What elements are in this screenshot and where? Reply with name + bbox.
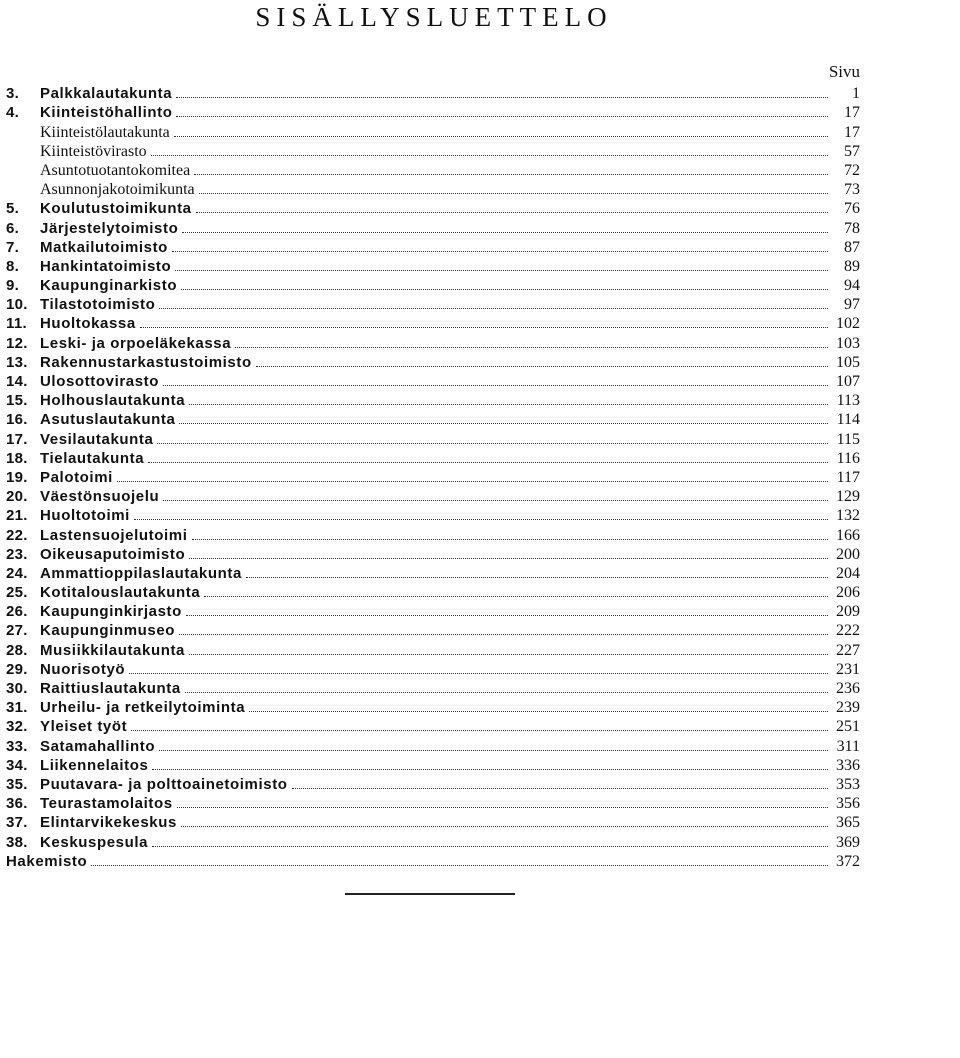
dot-leader: [151, 155, 828, 156]
toc-entry-number: 9.: [6, 277, 20, 295]
dot-leader: [235, 347, 828, 348]
dot-leader: [204, 596, 828, 597]
toc-entry: [6, 429, 860, 448]
toc-entry-label: Kaupunginkirjasto: [40, 603, 182, 621]
toc-entry: [6, 333, 860, 352]
toc-entry-label: Rakennustarkastustoimisto: [40, 353, 252, 371]
toc-entry-page-number: 353: [836, 775, 860, 793]
toc-entry-label: Hakemisto: [6, 852, 88, 870]
toc-entry-number: 11.: [6, 315, 27, 333]
toc-entry-number: 24.: [6, 564, 28, 582]
toc-entry: [6, 372, 860, 391]
toc-entry: [6, 468, 860, 487]
page-column-header: Sivu: [828, 62, 860, 81]
toc-entry-label: Musiikkilautakunta: [40, 641, 186, 659]
toc-entry-label: Elintarvikekeskus: [40, 814, 177, 832]
page-title: SISÄLLYSLUETTELO: [255, 2, 613, 32]
dot-leader: [152, 846, 828, 847]
toc-entry-number: 33.: [6, 737, 28, 755]
toc-entry-page-number: 107: [836, 373, 860, 390]
toc-entry-page-number: 114: [836, 411, 860, 429]
toc-entry: [6, 775, 860, 794]
toc-entry: [6, 852, 860, 871]
dot-leader: [179, 634, 828, 635]
dot-leader: [91, 865, 828, 866]
toc-entry: [6, 545, 860, 564]
toc-entry: [6, 353, 860, 372]
dot-leader: [176, 97, 828, 98]
toc-entry-label: Keskuspesula: [40, 833, 149, 851]
toc-entry-label: Kiinteistövirasto: [40, 142, 147, 160]
dot-leader: [177, 807, 828, 808]
dot-leader: [176, 116, 828, 117]
toc-entry-page-number: 72: [844, 161, 860, 179]
toc-entry-page-number: 116: [836, 449, 860, 467]
toc-entry-label: Satamahallinto: [40, 737, 156, 755]
toc-entry-page-number: 57: [844, 142, 860, 160]
dot-leader: [140, 327, 828, 328]
toc-entry-label: Teurastamolaitos: [40, 795, 173, 813]
toc-entry: [6, 832, 860, 851]
toc-entry: [6, 698, 860, 717]
toc-entry-number: 3.: [6, 85, 20, 103]
toc-entry-label: Urheilu- ja retkeilytoiminta: [40, 699, 246, 717]
dot-leader: [246, 577, 828, 578]
toc-entry-number: 5.: [6, 200, 20, 218]
toc-entry: [6, 564, 860, 583]
toc-entry-number: 35.: [6, 775, 28, 793]
dot-leader: [249, 711, 828, 712]
toc-entry: [6, 660, 860, 679]
table-of-contents: [6, 84, 860, 871]
toc-entry-number: 21.: [6, 507, 28, 525]
toc-entry-number: 20.: [6, 488, 28, 506]
toc-entry-number: 19.: [6, 468, 28, 486]
toc-entry-number: 31.: [6, 699, 28, 717]
toc-entry-page-number: 97: [844, 296, 860, 314]
toc-entry-label: Holhouslautakunta: [40, 392, 186, 410]
toc-entry: [6, 142, 860, 161]
toc-entry-label: Järjestelytoimisto: [40, 219, 179, 237]
toc-entry-number: 23.: [6, 545, 28, 563]
toc-entry-page-number: 369: [836, 833, 860, 851]
dot-leader: [159, 308, 828, 309]
dot-leader: [189, 404, 828, 405]
toc-entry-label: Tielautakunta: [40, 449, 145, 467]
toc-entry-label: Lastensuojelutoimi: [40, 526, 188, 544]
toc-entry-number: 14.: [6, 373, 28, 390]
toc-entry-number: 30.: [6, 680, 28, 697]
toc-entry-page-number: 231: [836, 660, 860, 678]
toc-entry-number: 29.: [6, 660, 28, 678]
toc-entry-label: Yleiset työt: [40, 718, 128, 736]
toc-entry-label: Asuntotuotantokomitea: [40, 161, 191, 179]
dot-leader: [179, 423, 828, 424]
toc-entry: [6, 180, 860, 199]
toc-entry-number: 37.: [6, 814, 28, 832]
toc-entry: [6, 161, 860, 180]
toc-entry-page-number: 239: [836, 699, 860, 717]
toc-entry-label: Nuorisotyö: [40, 660, 126, 678]
toc-entry-label: Kiinteistöhallinto: [40, 104, 173, 122]
toc-entry-number: 34.: [6, 756, 28, 774]
toc-entry: [6, 84, 860, 103]
toc-entry-page-number: 117: [836, 468, 860, 486]
toc-entry: [6, 487, 860, 506]
dot-leader: [175, 270, 828, 271]
dot-leader: [182, 232, 828, 233]
toc-entry: [6, 525, 860, 544]
toc-entry-page-number: 166: [836, 526, 860, 544]
toc-entry-number: 10.: [6, 296, 28, 314]
toc-entry-label: Raittiuslautakunta: [40, 680, 181, 697]
toc-entry-page-number: 102: [836, 315, 860, 333]
toc-entry-label: Huoltotoimi: [40, 507, 130, 525]
toc-entry: [6, 257, 860, 276]
toc-entry-page-number: 1: [852, 85, 860, 103]
toc-entry-page-number: 89: [844, 257, 860, 275]
toc-entry: [6, 583, 860, 602]
toc-entry-number: 28.: [6, 641, 28, 659]
dot-leader: [292, 788, 828, 789]
dot-leader: [134, 519, 828, 520]
toc-entry-page-number: 200: [836, 545, 860, 563]
toc-entry-label: Väestönsuojelu: [40, 488, 160, 506]
toc-entry: [6, 736, 860, 755]
toc-entry: [6, 218, 860, 237]
toc-entry-number: 25.: [6, 584, 28, 602]
toc-entry-number: 32.: [6, 718, 28, 736]
toc-entry-page-number: 311: [836, 737, 860, 755]
toc-entry-label: Vesilautakunta: [40, 430, 154, 448]
toc-entry-page-number: 227: [836, 641, 860, 659]
toc-entry-label: Huoltokassa: [40, 315, 136, 333]
toc-entry-page-number: 103: [836, 334, 860, 352]
toc-entry-page-number: 73: [844, 181, 860, 199]
toc-entry-page-number: 336: [836, 756, 860, 774]
toc-entry-number: 18.: [6, 449, 28, 467]
toc-entry-page-number: 115: [836, 430, 860, 448]
dot-leader: [194, 174, 828, 175]
toc-entry: [6, 122, 860, 141]
toc-entry-page-number: 206: [836, 584, 860, 602]
toc-entry-page-number: 94: [844, 277, 860, 295]
dot-leader: [129, 673, 828, 674]
toc-entry-number: 27.: [6, 622, 28, 640]
toc-entry: [6, 640, 860, 659]
toc-entry: [6, 410, 860, 429]
toc-entry-label: Palotoimi: [40, 468, 113, 486]
toc-entry-page-number: 365: [836, 814, 860, 832]
dot-leader: [117, 481, 828, 482]
toc-entry-page-number: 222: [836, 622, 860, 640]
toc-entry-page-number: 209: [836, 603, 860, 621]
dot-leader: [189, 654, 828, 655]
dot-leader: [196, 212, 828, 213]
toc-entry-number: 4.: [6, 104, 20, 122]
dot-leader: [189, 558, 828, 559]
toc-entry: [6, 276, 860, 295]
toc-entry-label: Asunnonjakotoimikunta: [40, 181, 195, 199]
toc-entry: [6, 717, 860, 736]
toc-entry-page-number: 17: [844, 104, 860, 122]
toc-entry: [6, 449, 860, 468]
toc-entry-label: Puutavara- ja polttoainetoimisto: [40, 775, 288, 793]
toc-entry-label: Ammattioppilaslautakunta: [40, 564, 242, 582]
toc-entry: [6, 506, 860, 525]
toc-entry-number: 17.: [6, 430, 28, 448]
toc-entry-page-number: 132: [836, 507, 860, 525]
toc-entry-page-number: 356: [836, 795, 860, 813]
toc-entry-label: Koulutustoimikunta: [40, 200, 192, 218]
toc-entry-page-number: 129: [836, 488, 860, 506]
toc-entry-number: 36.: [6, 795, 28, 813]
toc-entry-number: 8.: [6, 257, 20, 275]
toc-entry-number: 26.: [6, 603, 28, 621]
toc-entry: [6, 602, 860, 621]
toc-entry-page-number: 251: [836, 718, 860, 736]
toc-entry: [6, 794, 860, 813]
toc-entry: [6, 295, 860, 314]
toc-entry: [6, 813, 860, 832]
toc-entry-number: 6.: [6, 219, 20, 237]
dot-leader: [192, 539, 829, 540]
toc-entry-page-number: 113: [836, 392, 860, 410]
toc-entry-page-number: 372: [836, 852, 860, 870]
toc-entry-label: Tilastotoimisto: [40, 296, 156, 314]
toc-entry-page-number: 78: [844, 219, 860, 237]
dot-leader: [174, 136, 828, 137]
dot-leader: [186, 615, 828, 616]
toc-entry-page-number: 105: [836, 353, 860, 371]
toc-entry-label: Palkkalautakunta: [40, 85, 173, 103]
toc-entry-page-number: 87: [844, 238, 860, 256]
toc-entry-label: Ulosottovirasto: [40, 373, 160, 390]
toc-entry-number: 13.: [6, 353, 28, 371]
toc-entry-label: Leski- ja orpoeläkekassa: [40, 334, 232, 352]
dot-leader: [131, 730, 828, 731]
dot-leader: [157, 443, 828, 444]
dot-leader: [256, 366, 828, 367]
dot-leader: [159, 750, 828, 751]
toc-entry-label: Asutuslautakunta: [40, 411, 176, 429]
toc-entry-number: 12.: [6, 334, 28, 352]
dot-leader: [172, 251, 828, 252]
toc-entry-label: Liikennelaitos: [40, 756, 149, 774]
toc-entry-page-number: 236: [836, 680, 860, 697]
toc-entry: [6, 679, 860, 698]
toc-entry: [6, 314, 860, 333]
toc-entry-number: 22.: [6, 526, 28, 544]
toc-entry-number: 16.: [6, 411, 28, 429]
toc-entry: [6, 756, 860, 775]
toc-entry-number: 38.: [6, 833, 28, 851]
toc-entry-label: Kotitalouslautakunta: [40, 584, 201, 602]
toc-entry-label: Hankintatoimisto: [40, 257, 172, 275]
end-rule: [345, 893, 515, 895]
toc-entry-number: 15.: [6, 392, 28, 410]
dot-leader: [199, 193, 828, 194]
toc-entry-label: Oikeusaputoimisto: [40, 545, 186, 563]
toc-entry-page-number: 204: [836, 564, 860, 582]
dot-leader: [181, 289, 828, 290]
dot-leader: [148, 462, 828, 463]
toc-entry-page-number: 76: [844, 200, 860, 218]
dot-leader: [152, 769, 828, 770]
toc-entry-page-number: 17: [844, 123, 860, 141]
dot-leader: [181, 826, 828, 827]
toc-entry: [6, 238, 860, 257]
dot-leader: [163, 500, 828, 501]
toc-entry-label: Kaupunginarkisto: [40, 277, 178, 295]
toc-entry: [6, 199, 860, 218]
dot-leader: [163, 385, 828, 386]
toc-entry-label: Kiinteistölautakunta: [40, 123, 170, 141]
toc-entry-label: Matkailutoimisto: [40, 238, 168, 256]
toc-entry-label: Kaupunginmuseo: [40, 622, 176, 640]
toc-entry: [6, 621, 860, 640]
toc-entry: [6, 391, 860, 410]
toc-entry: [6, 103, 860, 122]
toc-entry-number: 7.: [6, 238, 20, 256]
dot-leader: [185, 692, 828, 693]
